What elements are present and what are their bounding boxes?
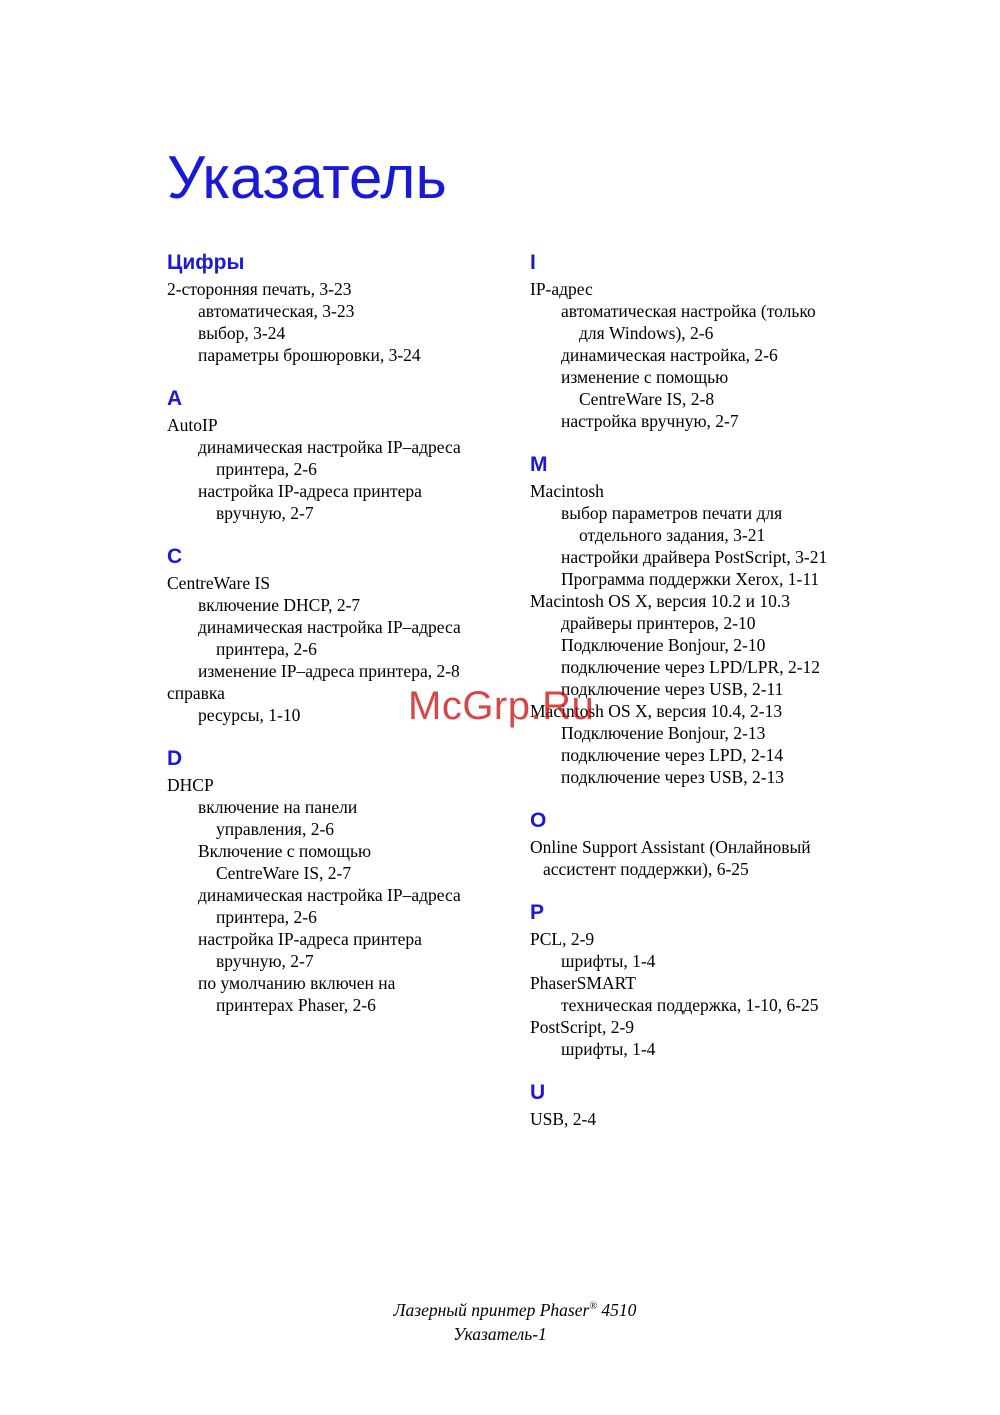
index-entry: USB, 2-4 xyxy=(530,1109,597,1129)
index-subentry: Программа поддержки Xerox, 1-11 xyxy=(561,569,820,589)
section-heading: C xyxy=(167,545,183,568)
index-entry: IP-адрес xyxy=(530,279,593,299)
index-entry: 2-сторонняя печать, 3-23 xyxy=(167,279,352,299)
index-subentry: выбор, 3-24 xyxy=(198,323,286,343)
index-entry: AutoIP xyxy=(167,415,218,435)
index-section-digits xyxy=(167,248,507,366)
footer-product-line xyxy=(30,1295,1000,1322)
index-subentry: настройка вручную, 2-7 xyxy=(561,411,739,431)
index-subentry: Включение с помощью xyxy=(198,841,372,861)
index-entry: CentreWare IS xyxy=(167,573,271,593)
index-subentry: автоматическая, 3-23 xyxy=(198,301,355,321)
section-heading: U xyxy=(530,1081,546,1104)
index-subentry: динамическая настройка IP–адреса xyxy=(198,885,461,905)
index-subentry: подключение через USB, 2-13 xyxy=(561,767,785,787)
index-subentry-continuation: отдельного задания, 3-21 xyxy=(579,525,766,545)
section-heading: Цифры xyxy=(167,251,245,274)
index-subentry: шрифты, 1-4 xyxy=(561,1039,656,1059)
index-subentry-continuation: принтера, 2-6 xyxy=(216,459,317,479)
index-subentry: изменение с помощью xyxy=(561,367,729,387)
index-subentry: динамическая настройка IP–адреса xyxy=(198,437,461,457)
index-entry: Macintosh OS X, версия 10.4, 2-13 xyxy=(530,701,783,721)
index-entry: PCL, 2-9 xyxy=(530,929,595,949)
index-section-p xyxy=(530,898,870,1060)
index-section-u xyxy=(530,1078,870,1130)
section-heading: A xyxy=(167,387,183,410)
section-heading: I xyxy=(530,251,536,274)
index-subentry: динамическая настройка IP–адреса xyxy=(198,617,461,637)
index-subentry-continuation: вручную, 2-7 xyxy=(216,503,314,523)
index-subentry: настройка IP-адреса принтера xyxy=(198,481,422,501)
footer-product-name: Лазерный принтер Phaser xyxy=(393,1299,590,1320)
index-section-m xyxy=(530,450,870,788)
index-entry: DHCP xyxy=(167,775,214,795)
index-subentry: выбор параметров печати для xyxy=(561,503,783,523)
footer-model-number: 4510 xyxy=(596,1299,637,1320)
index-entry: Macintosh OS X, версия 10.2 и 10.3 xyxy=(530,591,790,611)
section-heading: P xyxy=(530,901,545,924)
index-subentry-continuation: принтерах Phaser, 2-6 xyxy=(216,995,376,1015)
index-subentry-continuation: принтера, 2-6 xyxy=(216,907,317,927)
index-entry-continuation: ассистент поддержки), 6-25 xyxy=(543,859,749,879)
index-subentry: Подключение Bonjour, 2-10 xyxy=(561,635,766,655)
index-section-a xyxy=(167,384,507,524)
watermark: McGrp.Ru xyxy=(408,684,595,728)
index-subentry: настройки драйвера PostScript, 3-21 xyxy=(561,547,828,567)
index-subentry: по умолчанию включен на xyxy=(198,973,396,993)
page-footer xyxy=(0,1295,1000,1346)
index-subentry: включение DHCP, 2-7 xyxy=(198,595,361,615)
index-column-left xyxy=(167,248,507,1034)
index-entry: справка xyxy=(167,683,225,703)
index-subentry: автоматическая настройка (только xyxy=(561,301,816,321)
registered-mark: ® xyxy=(589,1301,597,1312)
index-subentry: техническая поддержка, 1-10, 6-25 xyxy=(561,995,819,1015)
index-subentry-continuation: для Windows), 2-6 xyxy=(579,323,714,343)
index-entry: Macintosh xyxy=(530,481,604,501)
index-entry: PostScript, 2-9 xyxy=(530,1017,635,1037)
index-section-o xyxy=(530,806,870,880)
index-subentry: динамическая настройка, 2-6 xyxy=(561,345,778,365)
index-subentry: подключение через USB, 2-11 xyxy=(561,679,784,699)
index-section-d xyxy=(167,744,507,1016)
index-entry: PhaserSMART xyxy=(530,973,636,993)
index-subentry: подключение через LPD/LPR, 2-12 xyxy=(561,657,821,677)
index-subentry: Подключение Bonjour, 2-13 xyxy=(561,723,766,743)
index-subentry: подключение через LPD, 2-14 xyxy=(561,745,784,765)
index-subentry-continuation: вручную, 2-7 xyxy=(216,951,314,971)
index-subentry-continuation: управления, 2-6 xyxy=(216,819,335,839)
section-heading: D xyxy=(167,747,183,770)
index-subentry: драйверы принтеров, 2-10 xyxy=(561,613,756,633)
index-section-i xyxy=(530,248,870,432)
index-subentry: включение на панели xyxy=(198,797,358,817)
section-heading: M xyxy=(530,453,548,476)
index-subentry-continuation: CentreWare IS, 2-8 xyxy=(579,389,715,409)
index-subentry: изменение IP–адреса принтера, 2-8 xyxy=(198,661,460,681)
index-subentry: ресурсы, 1-10 xyxy=(198,705,301,725)
index-subentry-continuation: принтера, 2-6 xyxy=(216,639,317,659)
index-subentry: настройка IP-адреса принтера xyxy=(198,929,422,949)
index-subentry: шрифты, 1-4 xyxy=(561,951,656,971)
index-entry: Online Support Assistant (Онлайновый xyxy=(530,837,811,857)
index-subentry-continuation: CentreWare IS, 2-7 xyxy=(216,863,352,883)
footer-page-number: Указатель-1 xyxy=(453,1323,547,1344)
index-subentry: параметры брошюровки, 3-24 xyxy=(198,345,421,365)
page-title: Указатель xyxy=(167,144,447,211)
section-heading: O xyxy=(530,809,547,832)
